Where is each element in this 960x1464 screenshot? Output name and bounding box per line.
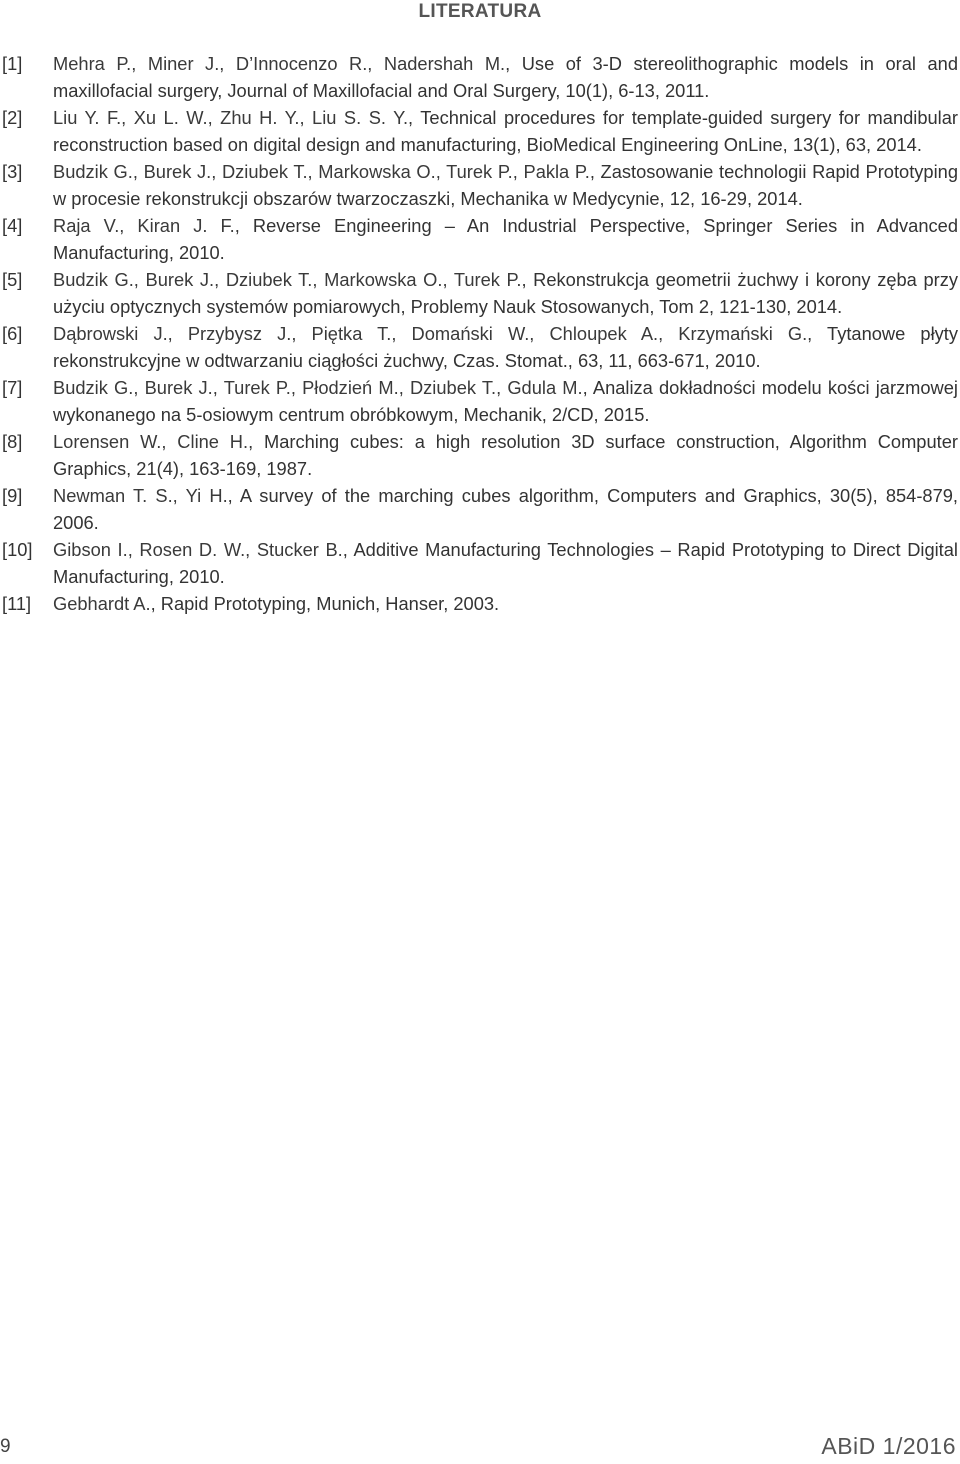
reference-item xyxy=(0,374,958,428)
reference-list xyxy=(0,50,958,617)
reference-item xyxy=(0,158,958,212)
reference-number: [10] xyxy=(2,539,33,560)
reference-authors: Liu Y. F., Xu L. W., Zhu H. Y., Liu S. S. Y. xyxy=(53,107,409,128)
journal-issue-label: ABiD 1/2016 xyxy=(821,1433,956,1459)
reference-details: , Rekonstrukcja geometrii żuchwy i korony zęba przy użyciu optycznych systemów pomiarowych, Problemy Nauk Stosowanych, Tom 2, 121-130, 2014. xyxy=(53,269,958,317)
reference-details: , Analiza dokładności modelu kości jarzmowej wykonanego na 5-osiowym centrum obróbkowym, Mechanik, 2/CD, 2015. xyxy=(53,377,958,425)
reference-text xyxy=(53,482,958,536)
reference-authors: Raja V., Kiran J. F. xyxy=(53,215,235,236)
reference-details: , Technical procedures for template-guided surgery for mandibular reconstruction based on digital design and manufacturing, BioMedical Engineering OnLine, 13(1), 63, 2014. xyxy=(53,107,958,155)
reference-authors: Mehra P., Miner J., D’Innocenzo R., Nadershah M. xyxy=(53,53,506,74)
reference-text xyxy=(53,266,958,320)
reference-number: [6] xyxy=(2,323,23,344)
reference-number: [11] xyxy=(2,593,32,614)
reference-authors: Gebhardt A. xyxy=(53,593,151,614)
reference-item xyxy=(0,482,958,536)
reference-authors: Lorensen W., Cline H. xyxy=(53,431,249,452)
reference-text xyxy=(53,536,958,590)
reference-item xyxy=(0,590,958,617)
reference-details: , Zastosowanie technologii Rapid Prototyping w procesie rekonstrukcji obszarów twarzoczaszki, Mechanika w Medycynie, 12, 16-29, 2014. xyxy=(53,161,958,209)
reference-number: [3] xyxy=(2,161,23,182)
reference-item xyxy=(0,320,958,374)
reference-item xyxy=(0,212,958,266)
reference-details: , Additive Manufacturing Technologies – Rapid Prototyping to Direct Digital Manufacturing, 2010. xyxy=(53,539,958,587)
reference-number: [5] xyxy=(2,269,23,290)
reference-number: [2] xyxy=(2,107,23,128)
reference-item xyxy=(0,50,958,104)
reference-number: [8] xyxy=(2,431,23,452)
reference-authors: Newman T. S., Yi H. xyxy=(53,485,228,506)
page-number: 9 xyxy=(0,1436,11,1457)
reference-number: [7] xyxy=(2,377,23,398)
reference-details: , Rapid Prototyping, Munich, Hanser, 2003. xyxy=(150,593,500,614)
reference-number: [9] xyxy=(2,485,23,506)
reference-text xyxy=(53,428,958,482)
reference-number: [4] xyxy=(2,215,23,236)
reference-details: , A survey of the marching cubes algorithm, Computers and Graphics, 30(5), 854-879, 2006. xyxy=(53,485,959,533)
reference-text xyxy=(53,158,958,212)
reference-text xyxy=(53,374,958,428)
reference-item xyxy=(0,428,958,482)
reference-item xyxy=(0,104,958,158)
reference-authors: Budzik G., Burek J., Dziubek T., Markowska O., Turek P. xyxy=(53,269,522,290)
reference-details: , Marching cubes: a high resolution 3D surface construction, Algorithm Computer Graphics, 21(4), 163-169, 1987. xyxy=(53,431,958,479)
reference-number: [1] xyxy=(2,53,23,74)
reference-text xyxy=(53,320,958,374)
reference-authors: Budzik G., Burek J., Turek P., Płodzień M., Dziubek T., Gdula M. xyxy=(53,377,583,398)
reference-details: , Reverse Engineering – An Industrial Perspective, Springer Series in Advanced Manufacturing, 2010. xyxy=(53,215,958,263)
reference-text xyxy=(53,212,958,266)
reference-item xyxy=(0,536,958,590)
reference-details: , Use of 3-D stereolithographic models in oral and maxillofacial surgery, Journal of Maxillofacial and Oral Surgery, 10(1), 6-13, 2011. xyxy=(53,53,958,101)
reference-text xyxy=(53,50,958,104)
reference-text xyxy=(53,590,958,617)
reference-authors: Budzik G., Burek J., Dziubek T., Markowska O., Turek P., Pakla P. xyxy=(53,161,590,182)
page-title: LITERATURA xyxy=(418,1,542,22)
reference-item xyxy=(0,266,958,320)
reference-authors: Dąbrowski J., Przybysz J., Piętka T., Domański W., Chloupek A., Krzymański G. xyxy=(53,323,808,344)
reference-text xyxy=(53,104,958,158)
reference-details: , Tytanowe płyty rekonstrukcyjne w odtwarzaniu ciągłości żuchwy, Czas. Stomat., 63, 11, 663-671, 2010. xyxy=(53,323,958,371)
reference-authors: Gibson I., Rosen D. W., Stucker B. xyxy=(53,539,343,560)
